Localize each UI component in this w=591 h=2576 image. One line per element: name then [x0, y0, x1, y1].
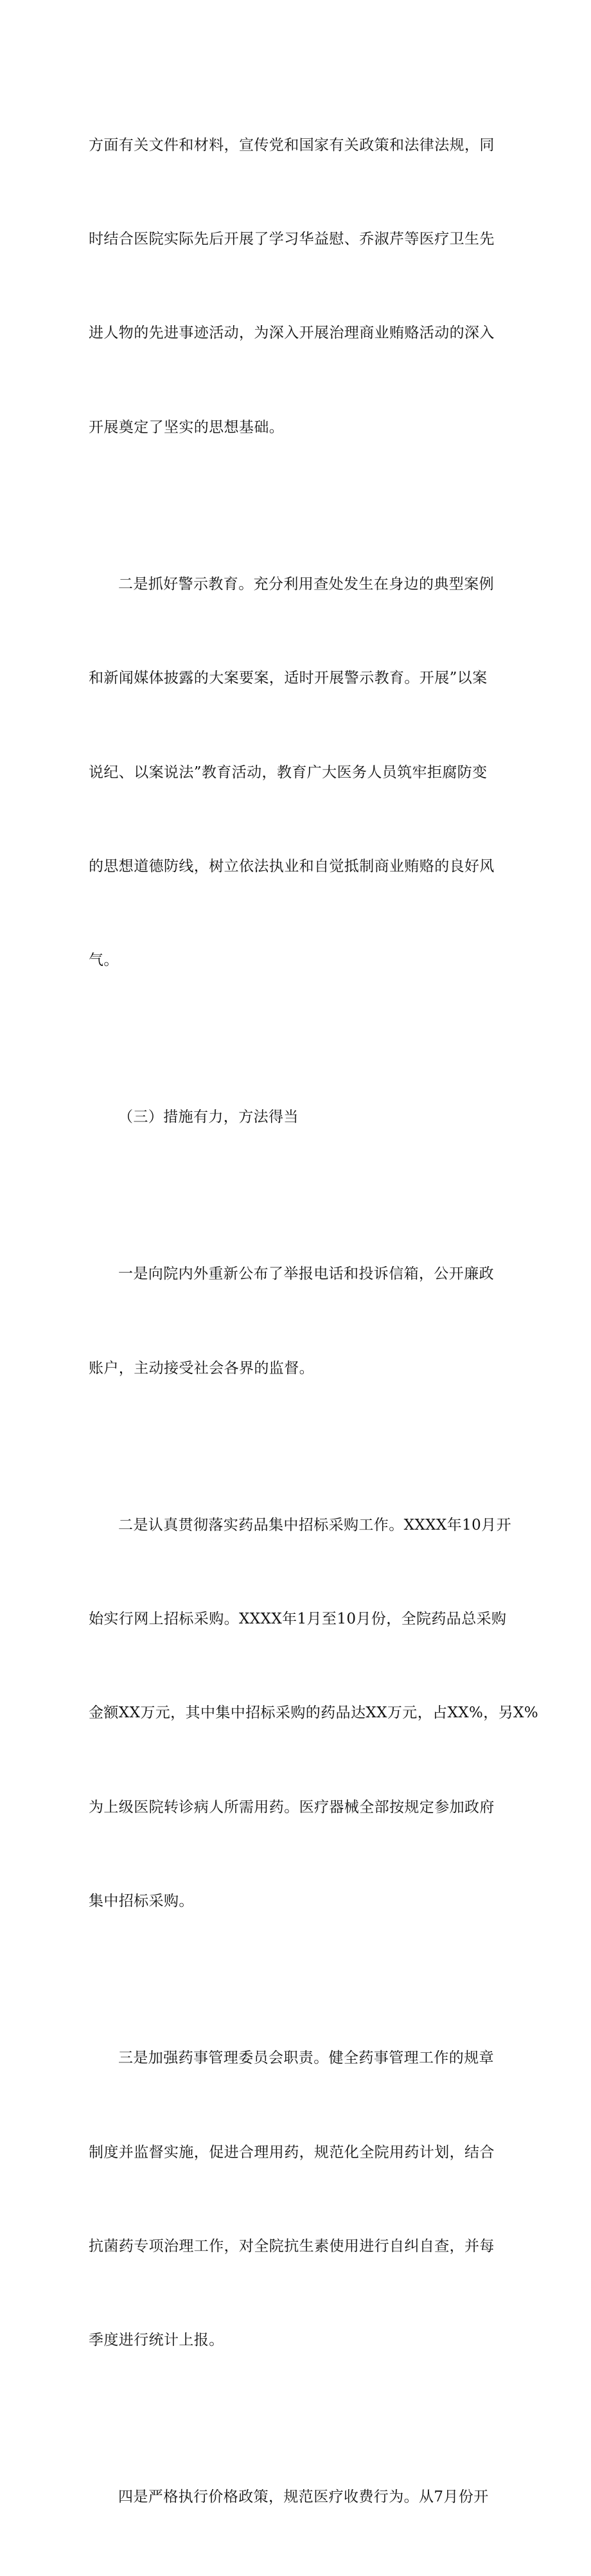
text-line: 一是向院内外重新公布了举报电话和投诉信箱，公开廉政	[118, 1266, 494, 1283]
text-line: 集中招标采购。	[89, 1893, 194, 1910]
text-line: 四是严格执行价格政策，规范医疗收费行为。从7月份开	[118, 2489, 489, 2506]
paragraph-2	[89, 506, 516, 1039]
section-heading	[89, 1039, 516, 1196]
paragraph-6	[89, 1980, 516, 2419]
text-line: 二是抓好警示教育。充分利用查处发生在身边的典型案例	[118, 575, 494, 593]
text-line: 和新闻媒体披露的大案要案，适时开展警示教育。开展”以案	[89, 670, 488, 687]
text-line: 金额XX万元，其中集中招标采购的药品达XX万元，占XX%，另X%	[89, 1704, 539, 1722]
text-line: 账户，主动接受社会各界的监督。	[89, 1359, 314, 1377]
paragraph-4	[89, 1196, 516, 1447]
text-line: 开展奠定了坚实的思想基础。	[89, 418, 285, 436]
paragraph-7	[89, 2419, 516, 2576]
text-line: 气。	[89, 952, 119, 969]
text-line: 季度进行统计上报。	[89, 2332, 224, 2349]
paragraph-5	[89, 1447, 539, 1980]
heading-line: （三）措施有力，方法得当	[118, 1109, 299, 1126]
text-line: 制度并监督实施，促进合理用药，规范化全院用药计划，结合	[89, 2143, 495, 2161]
text-line: 的思想道德防线，树立依法执业和自觉抵制商业贿赂的良好风	[89, 857, 495, 875]
text-line: 为上级医院转诊病人所需用药。医疗器械全部按规定参加政府	[89, 1798, 495, 1816]
text-line: 二是认真贯彻落实药品集中招标采购工作。XXXX年10月开	[118, 1516, 511, 1534]
text-line: 始实行网上招标采购。XXXX年1月至10月份，全院药品总采购	[89, 1611, 507, 1628]
document-body	[89, 67, 539, 2576]
text-line: 抗菌药专项治理工作，对全院抗生素使用进行自纠自查，并每	[89, 2237, 495, 2255]
text-line: 方面有关文件和材料，宣传党和国家有关政策和法律法规，同	[89, 136, 495, 154]
text-line: 说纪、以案说法”教育活动，教育广大医务人员筑牢拒腐防变	[89, 764, 488, 781]
text-line: 时结合医院实际先后开展了学习华益慰、乔淑芹等医疗卫生先	[89, 230, 495, 247]
text-line: 进人物的先进事迹活动，为深入开展治理商业贿赂活动的深入	[89, 325, 495, 342]
paragraph-1	[89, 67, 516, 506]
text-line: 三是加强药事管理委员会职责。健全药事管理工作的规章	[118, 2050, 494, 2067]
